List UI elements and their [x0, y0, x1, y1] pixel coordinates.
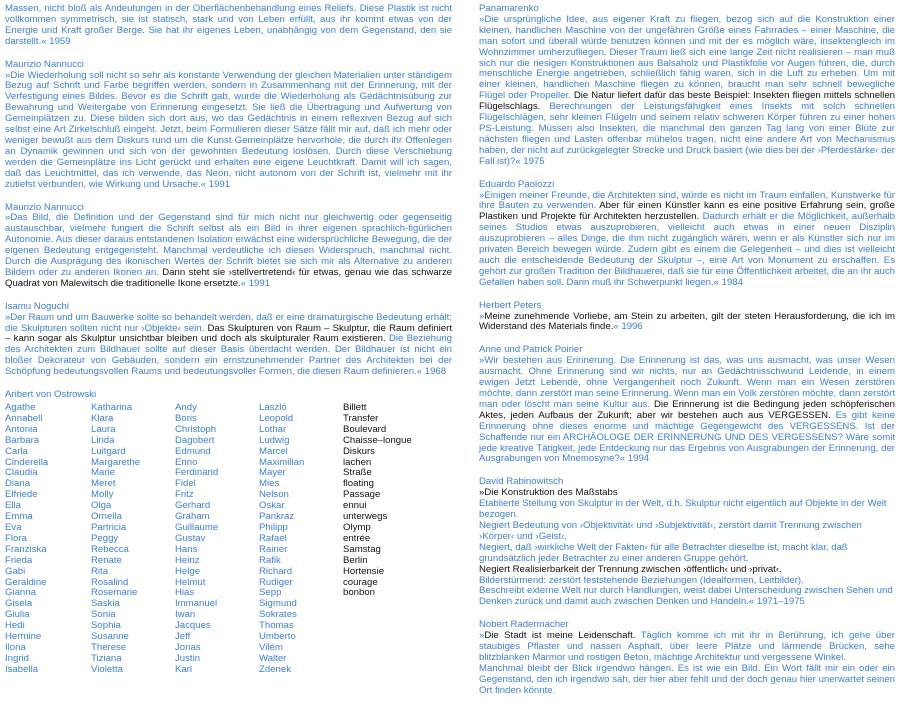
name-item: Guillaume — [175, 521, 219, 533]
quote-entry — [5, 4, 452, 48]
quote-line: Etablierte Stellung von Skulptur in der Welt, d.h. Skulptur nicht eigentlich auf Objekte in der Welt bezogen. — [479, 498, 887, 521]
name-item: Leopold — [259, 412, 294, 424]
name-item: Helmut — [175, 576, 206, 588]
name-item: Maximilian — [259, 456, 305, 468]
quote-text — [479, 312, 895, 334]
quote-segment: « 1991 — [240, 277, 271, 289]
name-item: Rudiger — [259, 576, 293, 588]
quote-text — [5, 313, 452, 378]
quote-entry — [479, 301, 895, 334]
name-item: Hans — [175, 543, 198, 555]
highlighted-segment: Das Skulpturen von Raum – Skulptur, die Raum definiert – kann sogar als Skulptur unsichtbar bleiben und doch als skulpturaler Raum existieren. — [5, 322, 452, 345]
name-item: Klara — [91, 412, 114, 424]
name-item: Rosalind — [91, 576, 129, 588]
name-item: Graham — [175, 511, 210, 523]
name-item: Margarethe — [91, 456, 141, 468]
quote-entry — [479, 180, 895, 289]
name-item: Renate — [91, 554, 122, 566]
name-item: Sigmund — [259, 598, 297, 610]
name-item: lachen — [343, 456, 372, 468]
name-column — [5, 403, 91, 676]
name-item: Walter — [259, 652, 287, 664]
name-item: Ilona — [5, 641, 26, 653]
name-item: Billett — [343, 402, 367, 413]
name-item: Gerhard — [175, 500, 211, 512]
highlighted-segment: Dann steht sie ›stellvertretend‹ für etwas, genau wie das schwarze Quadrat von Malewitsch die traditionelle Ikone ersetzte. — [5, 266, 452, 289]
name-item: Rafik — [259, 554, 281, 566]
name-item: Giulia — [5, 609, 30, 621]
quote-text: Massen, nicht bloß als Andeutungen in der Oberflächenbehandlung eines Reliefs. Diese Plastik ist nicht vollkommen symmetrisch, sie ist statisch, stark und von Leben erfüllt, aus ihr kommt etwas von der Energie und Kraft großer Berge. Sie hat ihr eigenes Leben, unabhängig von dem Gegenstand, den sie darstellt.« 1959 — [5, 3, 452, 47]
name-item: Katharina — [91, 402, 133, 413]
name-item: Partricia — [91, 521, 127, 533]
name-item: Diskurs — [343, 445, 375, 457]
name-item: Sonia — [91, 609, 116, 621]
author-name: Nobert Radermacher — [479, 619, 569, 631]
name-item: Hermine — [5, 631, 42, 643]
name-item: Mayer — [259, 467, 286, 479]
highlighted-segment: Die Erinnerung ist die Bedingung jeden schöpferischen Aktes, jeden Aufbaus der Zukunft; aber wir bestehen auch aus VERGESSEN. — [479, 398, 895, 421]
quote-segment: » — [479, 630, 485, 642]
quote-segment: »Das Bild, die Definition und der Gegenstand sind für mich nicht nur gleichwertig oder gegenseitig austauschbar, vielmehr fungiert die Schrift selbst als ein Bild in ihrer eigenen sprachlich-figürlichen Autonomie. Aus dieser daraus entstandenen Isolation erwächst eine widersprüchliche Bewegung, die der eigenen Bedeutung entgegensteht. Manchmal verdeutliche ich diesen Widerspruch, manchmal nicht. Durch die Ausprägung des ikonischen Wertes der Schrift bietet sie sich mir als Alternative zu anderen Bildern oder zu anderen Ikonen an. — [5, 212, 452, 278]
author-name: Herbert Peters — [479, 299, 542, 311]
name-item: Transfer — [343, 412, 379, 424]
name-item: Annabell — [5, 412, 43, 424]
quote-entry — [479, 345, 895, 465]
name-item: Helge — [175, 565, 201, 577]
name-columns — [5, 403, 452, 676]
quote-entry — [479, 620, 895, 696]
quote-line: Beschreibt externe Welt nur durch Handlungen, weist dabei Unterscheidung zwischen Sehen und Denken zurück und damit auch zwischen Denken und Handeln.« 1971–1975 — [479, 585, 893, 608]
name-item: Barbara — [5, 434, 40, 446]
name-item: Justin — [175, 652, 201, 664]
quote-segment: » — [479, 310, 485, 322]
author-name: Anne und Patrick Poirier — [479, 344, 583, 356]
quote-text: »Die Wiederholung soll nicht so sehr als konstante Verwendung der gleichen Materialien unter ständigem Bezug auf Schrift und Farbe begriffen werden, sondern in Zusammenhang mit der Erinnerung, mit der Verfestigung eines Bildes. Bevor es die Schrift gab, wurde die Wiederholung als Gedächtnisübung zur Bewahrung und Weitergabe von Erinnerung eingesetzt. Sie ließ die Übertragung und Aufwertung von Gemeinplätzen zu. Diese bilden sich dort aus, wo das Gedächtnis in einem reflexiven Bezug auf sich selbst eine Art Zirkelschluß eingeht. Jetzt, beim Formulieren dieser Sätze fällt mir auf, daß ich mehr oder weniger bewußt aus dem Diskurs rund um die Kunst Gemeinplätze hervorhole, die durch ihr Offenlegen an Dynamik gewinnen und sich von der gewohnten Bedeutung loslösen. Durch diese Verschiebung werden die Gemeinplätze ins Licht gerückt und erhalten eine eigene Leuchtkraft. Damit will ich sagen, daß das Leuchtmittel, das ich verwende, das Neon, nicht autonom von der Schrift ist, vielmehr mit ihr zutiefst verbunden, wie Wirkung und Ursache.« 1991 — [5, 69, 452, 190]
author-name: David Rabinowitsch — [479, 476, 564, 488]
name-item: Rafael — [259, 532, 287, 544]
author-name: Maurizio Nannucci — [5, 58, 84, 70]
name-item: ennui — [343, 500, 367, 512]
quote-text: Manchmal bleibt der Blick irgendwo hängen. Es ist wie ein Bild. Ein Wort fällt mir ein oder ein Gegenstand, den ich irgendwo sah, der hier aber fehlt und der doch genau hier unerwartet seinen Ort finden könnte. — [479, 662, 895, 696]
highlighted-segment: Die Stadt ist meine Leidenschaft. — [484, 630, 636, 642]
name-item: Immanuel — [175, 598, 218, 610]
name-item: Karl — [175, 663, 193, 675]
highlighted-segment: Meine zunehmende Vorliebe, am Stein zu arbeiten, gilt der steten Herausforderung, die ich im Widerstand des Materials finde. — [479, 310, 895, 333]
name-item: Zdenek — [259, 663, 291, 675]
name-item: Rebecca — [91, 543, 129, 555]
quote-text — [5, 213, 452, 289]
name-item: Fidel — [175, 478, 196, 490]
name-item: Samstag — [343, 543, 381, 555]
author-name: Maurizio Nannucci — [5, 201, 84, 213]
name-item: Elfriede — [5, 489, 38, 501]
quote-segment: Berechnungen der Leistungsfähigkeit eines Insekts mit solch schnellen Flügelschlägen, sehr kleinen Flügeln und seinem relativ schweren Körper führen zu einer hohen PS-Leistung. Müssen also Insekten, die manchmal den ganzen Tag lang von einer Blüte zur nächsten fliegen und Lasten offenbar mühelos tragen, nicht eine andere Art von Mechanismus haben, der nicht auf zurückgelegter Strecke und Druck basiert (wie dies bei der ›Pferdestärke‹ der Fall ist)?« 1975 — [479, 101, 895, 167]
name-item: Vilém — [259, 641, 283, 653]
quote-text — [479, 15, 895, 168]
name-item: Fritz — [175, 489, 194, 501]
name-item: floating — [343, 478, 374, 490]
name-item: Dagobert — [175, 434, 215, 446]
name-item: Jeff — [175, 631, 191, 643]
highlighted-segment: Aber für einen Künstler kann es eine positive Erfahrung sein, große Plastiken und Projekte für Architekten herzustellen. — [479, 200, 895, 223]
name-item: Lothar — [259, 423, 287, 435]
name-item: Flora — [5, 532, 27, 544]
name-column — [91, 403, 175, 676]
name-item: Chaisse–longue — [343, 434, 412, 446]
name-item: Ingrid — [5, 652, 29, 664]
quote-segment: Dadurch erhält er die Möglichkeit, außerhalb seines Studios etwas auszuprobieren, vielleicht auch etwas in einer neuen Disziplin auszuprobieren – alles Dinge, die ihm nicht zugänglich wären, wenn er als Künstler sich nur im privaten Bereich bewegen würde. Zudem gibt es einem die Gelegenheit – und dies ist vielleicht auch die entscheidende Bedeutung der Skulptur –, eine Art von Monument zu erschaffen. Es gehört zur großen Tradition der Bildhauerei, daß sie für eine Öffentlichkeit arbeitet, die an ihr auch Gefallen haben soll. Darin muß ihr Schwerpunkt liegen.« 1984 — [479, 211, 895, 288]
name-item: Hedi — [5, 620, 25, 632]
name-item: Pankraz — [259, 511, 295, 523]
quote-entry — [5, 302, 452, 378]
name-item: Molly — [91, 489, 114, 501]
name-item: Boris — [175, 412, 197, 424]
name-item: Eva — [5, 521, 22, 533]
name-item: Boulevard — [343, 423, 387, 435]
name-item: Gabi — [5, 565, 26, 577]
name-item: Sophia — [91, 620, 121, 632]
name-item: Gianna — [5, 587, 36, 599]
name-item: Antonia — [5, 423, 38, 435]
quote-entry — [5, 60, 452, 191]
name-item: Edmund — [175, 445, 211, 457]
quote-segment: »Einigen meiner Freunde, die Architekten sind, würde es nicht im Traum einfallen, Kunstwerke für ihre Bauten zu verwenden. — [479, 189, 895, 212]
name-item: Ella — [5, 500, 21, 512]
quote-segment: »Wir bestehen aus Erinnerung. Die Erinnerung ist das, was uns ausmacht, was unser Wesen ausmacht. Ohne Erinnerung sind wir nichts, nur an Gedächtnisschwund Leidende, in einem ewigen Jetzt Lebende, ohne Vergangenheit noch Zukunft. Wenn man ein Wesen zerstören möchte, dann zerstört man seine Erinnerung. Wenn man ein Volk zerstören möchte, dann zerstört man oder löscht man seine Kultur aus. — [479, 355, 895, 410]
name-item: Agathe — [5, 402, 36, 413]
name-item: Rosemarie — [91, 587, 138, 599]
name-item: Jonas — [175, 641, 201, 653]
name-item: Enno — [175, 456, 198, 468]
name-item: Philipp — [259, 521, 288, 533]
quote-entry — [479, 477, 895, 608]
name-item: Hias — [175, 587, 195, 599]
name-item: Olga — [91, 500, 112, 512]
right-column — [479, 4, 895, 709]
name-item: László — [259, 402, 287, 413]
name-item: Frieda — [5, 554, 33, 566]
name-item: Sokrates — [259, 609, 297, 621]
name-item: Franziska — [5, 543, 47, 555]
name-item: Meret — [91, 478, 116, 490]
quote-entry — [5, 203, 452, 290]
name-item: courage — [343, 576, 378, 588]
name-item: Susanne — [91, 631, 129, 643]
name-item: Nelson — [259, 489, 289, 501]
name-item: entrée — [343, 532, 371, 544]
name-item: Ornella — [91, 511, 122, 523]
name-column — [175, 403, 259, 676]
quote-title: »Die Konstruktion des Maßstabs — [479, 487, 618, 499]
quote-text — [479, 191, 895, 289]
name-item: Oskar — [259, 500, 285, 512]
quote-segment: »Der Raum und um Bauwerke sollte so behandelt werden, daß er eine dramaturgische Bedeutung erhält; die Skulpturen sollten nicht nur ›Objekte‹ sein. — [5, 311, 452, 334]
name-item: Cinderella — [5, 456, 49, 468]
name-item: Rainer — [259, 543, 288, 555]
quote-line: Bilderstürmend: zerstört feststehende Beziehungen (Idealformen, Leitbilder). — [479, 574, 804, 586]
name-item: Ludwig — [259, 434, 290, 446]
name-list-entry — [5, 390, 452, 676]
name-item: Thomas — [259, 620, 294, 632]
name-item: Rita — [91, 565, 109, 577]
name-item: bonbon — [343, 587, 376, 599]
name-item: Jacques — [175, 620, 211, 632]
name-item: Gustav — [175, 532, 206, 544]
highlighted-segment: Die Natur liefert dafür das beste Beispiel: Insekten fliegen mittels schnellen Flügelschlags. — [479, 90, 895, 113]
name-item: Umberto — [259, 631, 296, 643]
name-item: Hortensie — [343, 565, 385, 577]
name-item: Luitgard — [91, 445, 126, 457]
highlighted-line: Negiert Realisierbarkeit der Trennung zwischen ›öffentlich‹ und ›privat‹. — [479, 563, 782, 575]
name-item: unterwegs — [343, 511, 388, 523]
name-item: Violetta — [91, 663, 123, 675]
name-item: Saskia — [91, 598, 120, 610]
name-item: Ferdinand — [175, 467, 219, 479]
name-item: Carla — [5, 445, 28, 457]
name-item: Richard — [259, 565, 293, 577]
name-column — [259, 403, 343, 676]
quote-line: Negiert, daß ›wirkliche Welt der Fakten‹ für alle Betrachter dieselbe ist, macht klar, daß grundsätzlich jeder Betrachter zu einer anderen Gruppe gehört. — [479, 541, 848, 564]
name-item: Isabella — [5, 663, 39, 675]
name-item: Gisela — [5, 598, 33, 610]
author-name: Eduardo Paolozzi — [479, 178, 555, 190]
quote-segment: Es gibt keine Erinnerung ohne dieses enorme und mächtige Gegengewicht des VERGESSENS. Ist der Schaffende nur ein ARCHÄOLOGE DER ERINNERUNG UND DES VERGESSENS? Wäre somit jede kreative Tätigkeit, jede Entdeckung nur das Ergebnis von Ausgrabungen der Erinnerung, der Ausgrabungen von Mnemosyne?« 1994 — [479, 409, 895, 465]
name-item: Mies — [259, 478, 280, 490]
name-item: Marcel — [259, 445, 288, 457]
name-item: Christoph — [175, 423, 217, 435]
name-item: Therese — [91, 641, 127, 653]
quote-segment: Täglich komme ich mit ihr in Berührung, ich gehe über staubiges Pflaster und nassen Asphalt, über leere Plätze und lärmende Brücken, sehe blitzblanken Marmor und rostigen Beton, mächtige Architektur und vergessene Winkel. — [479, 630, 895, 663]
name-item: Marie — [91, 467, 115, 479]
name-item: Geraldine — [5, 576, 47, 588]
author-name: Isamu Noguchi — [5, 300, 69, 312]
quote-segment: Die Beziehung des Architekten zum Bildhauer sollte auf dieser Basis überdacht werden. Der Bildhauer ist nicht ein bloßer Dekorateur von Gebäuden, sondern ein ernstzunehmender Partner des Architekten bei der Schöpfung bedeutungsvollen Raums und bedeutungsvoller Formen, die diesen Raum definieren.« 1968 — [5, 333, 453, 378]
quote-text — [479, 356, 895, 465]
author-name: Aribert von Ostrowski — [5, 389, 97, 401]
name-item: Andy — [175, 402, 197, 413]
quote-text — [479, 631, 895, 664]
name-item: Linda — [91, 434, 115, 446]
left-column — [5, 4, 452, 688]
name-item: Straße — [343, 467, 372, 479]
quote-segment: »Die ursprüngliche Idee, aus eigener Kraft zu fliegen, bezog sich auf die Konstruktion einer kleinen, handlichen Maschine von der ungefähren Größe eines Fahrrades – einer Maschine, die man sofort und überall würde benutzen können und mit der es möglich wäre, insektengleich im Wohnzimmer umherzufliegen. Dieser Traum ließ sich eine lange Zeit nicht realisieren – man muß sich nur die riesigen Konstruktionen aus Balsaholz und Plastikfolie vor Augen führen, die, durch menschliche Energie angetrieben, schließlich fähig waren, sich in die Luft zu erheben. Um mit einer kleinen, handlichen Maschine fliegen zu können, braucht man sehr schnell bewegliche Flügel oder Propeller. — [479, 13, 895, 102]
name-item: Olymp — [343, 521, 371, 533]
name-item: Claudia — [5, 467, 38, 479]
name-item: Tiziana — [91, 652, 122, 664]
name-item: Emma — [5, 511, 33, 523]
quote-entry — [479, 4, 895, 168]
name-item: Berlin — [343, 554, 368, 566]
name-item: Iwan — [175, 609, 196, 621]
name-item: Sepp — [259, 587, 282, 599]
name-item: Passage — [343, 489, 381, 501]
name-item: Laura — [91, 423, 116, 435]
quote-segment: « 1996 — [613, 321, 643, 333]
quote-line: Negiert Bedeutung von ›Objektivität‹ und ›Subjektivität‹, zerstört damit Trennung zwischen ›Körper‹ und ›Geist‹. — [479, 519, 862, 542]
word-column — [343, 403, 443, 676]
name-item: Peggy — [91, 532, 119, 544]
name-item: Diana — [5, 478, 31, 490]
author-name: Panamarenko — [479, 3, 539, 14]
name-item: Heinz — [175, 554, 200, 566]
